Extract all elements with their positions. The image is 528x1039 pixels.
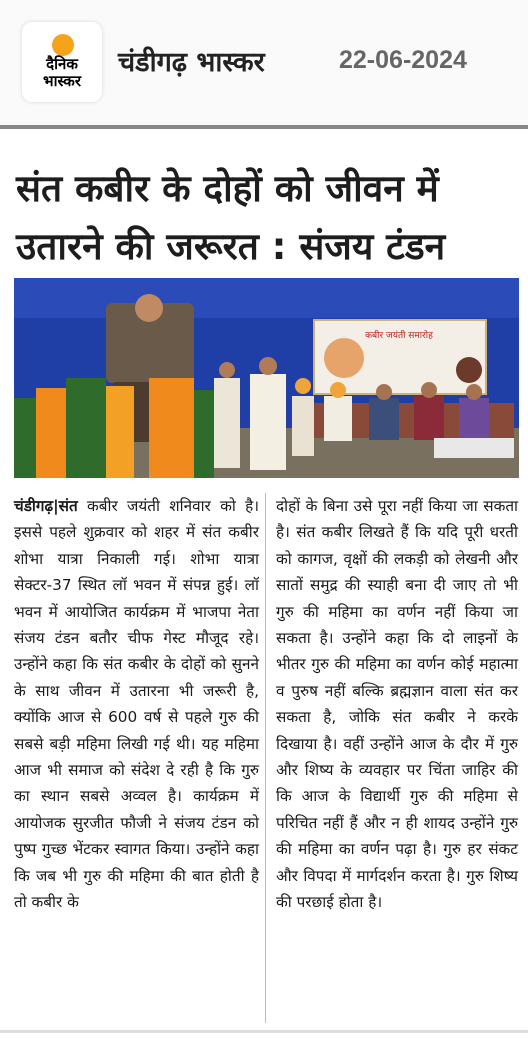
dainik-bhaskar-logo — [22, 22, 102, 102]
masthead-divider — [0, 125, 528, 129]
article-photo — [14, 278, 519, 478]
event-photo-illustration — [14, 278, 519, 478]
article-body-right — [276, 493, 518, 916]
sun-icon — [52, 34, 74, 56]
article-body-left — [14, 493, 259, 916]
body-text-left: कबीर जयंती शनिवार को है। इससे पहले शुक्रवार को शहर में संत कबीर शोभा यात्रा निकाली गई। शोभा यात्रा सेक्टर-37 स्थित लॉ भवन में संपन्न हुई। लॉ भवन में आयोजित कार्यक्रम में भाजपा नेता संजय टंडन बतौर चीफ गेस्ट मौजूद रहे। उन्होंने कहा कि संत कबीर के दोहों को सुनने के साथ जीवन में उतारना भी जरूरी है, क्योंकि आज से 600 वर्ष से पहले गुरु की सबसे बड़ी महिमा लिखी गई थी। यह महिमा आज भी समाज को संदेश दे रही है कि गुरु का स्थान सबसे अव्वल है। कार्यक्रम में आयोजक सुरजीत फौजी ने संजय टंडन को पुष्प गुच्छ भेंटकर स्वागत किया। उन्होंने कहा कि जब भी गुरु की महिमा की बात होती है तो कबीर के — [14, 497, 259, 912]
logo-text — [28, 56, 96, 90]
logo-line2: भास्कर — [43, 72, 81, 90]
dateline: चंडीगढ़|संत — [14, 497, 78, 515]
marigold-garland — [14, 378, 214, 478]
page-bottom-rule — [0, 1030, 528, 1033]
column-divider — [265, 493, 266, 1023]
body-text-right: दोहों के बिना उसे पूरा नहीं किया जा सकता है। संत कबीर लिखते हैं कि यदि पूरी धरती को कागज, वृक्षों की लकड़ी को लेखनी और सातों समुद्र की स्याही बना दी जाए तो भी गुरु की महिमा का वर्णन नहीं किया जा सकता है। उन्होंने कहा कि दो लाइनों के भीतर गुरु की महिमा का वर्णन कोई महात्मा व पुरुष नहीं बल्कि ब्रह्मज्ञान वाला संत कर सकता है, जोकि संत कबीर ने करके दिखाया है। वहीं उन्होंने आज के दौर में गुरु और शिष्य के व्यवहार पर चिंता जाहिर की कि आज के विद्यार्थी गुरु की महिमा से परिचित नहीं हैं और न ही शायद उन्होंने गुरु की महिमा का वर्णन पढ़ा है। गुरु हर संकट और विपदा में मार्गदर्शन करता है। गुरु शिष्य की परछाई होता है। — [276, 497, 518, 912]
masthead — [0, 0, 528, 125]
logo-line1: दैनिक — [46, 55, 78, 73]
article-headline — [16, 160, 516, 276]
edition-name: चंडीगढ़ भास्कर — [118, 47, 265, 78]
headline-line2: उतारने की जरूरत : संजय टंडन — [16, 225, 446, 268]
edition-date: 22-06-2024 — [339, 46, 467, 74]
headline-line1: संत कबीर के दोहों को जीवन में — [16, 167, 439, 210]
banner-text: कबीर जयंती समारोह — [365, 331, 433, 341]
